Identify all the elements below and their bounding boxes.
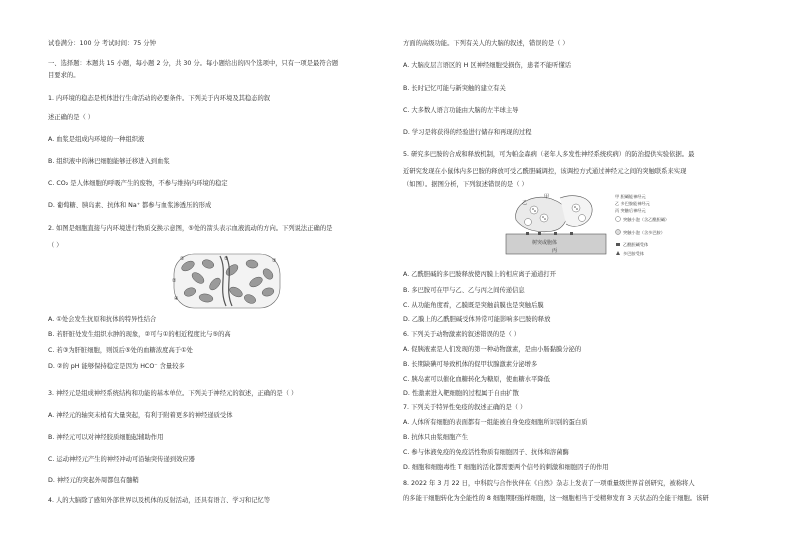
q4-stem-line1: 4. 人的大脑除了感知外部世界以及机体的反射活动，还具有语言、学习和记忆等 (48, 497, 271, 504)
q5-stem-line3: （如图）。据图分析，下列叙述错误的是（ ） (403, 181, 528, 188)
vesicle-ach-icon (616, 217, 621, 222)
q5-stem-line1: 5. 研究多巴胺的合成和释放机制，可为帕金森病（老年人多发性神经系统疾病）的防治提供实验依据。最 (403, 151, 695, 158)
q5-option-c: C. 从功能角度看，乙膜既是突触前膜也是突触后膜 (403, 302, 544, 309)
legend-item-1: 甲 胆碱能神经元 (615, 194, 646, 199)
fig-label-jia: 甲 (544, 194, 550, 200)
q5-option-b: B. 多巴胺可在甲与乙、乙与丙之间传递信息 (403, 287, 525, 294)
fig-label-yi: 乙 (522, 200, 528, 206)
q3-option-b: B. 神经元可以对神经胶质细胞起辅助作用 (48, 434, 164, 441)
q2-option-d: D. ②的 pH 能够保持稳定是因为 HCO⁻ 含量较多 (48, 363, 185, 370)
q6-stem: 6. 下列关于动物激素的叙述错误的是（ ） (403, 331, 521, 338)
ach-receptor-icon (616, 243, 620, 246)
vesicle-dopamine-icon (616, 230, 621, 235)
legend-item-3: 丙 突触后神经元 (615, 208, 646, 213)
fig-label-2: ② (172, 278, 177, 284)
q4-stem-line2: 方面的高级功能。下列有关人的大脑的叙述，错误的是（ ） (403, 40, 569, 47)
fig-label-1: ① (180, 256, 185, 262)
q2-option-b: B. 若肝脏处发生组织水肿的现象，②可与①的相近程度比与⑤的高 (48, 331, 231, 338)
legend-item-7: 多巴胺受体 (623, 251, 644, 256)
exam-info: 试卷满分：100 分 考试时间：75 分钟 (48, 40, 156, 47)
q6-option-b: B. 长期缺碘可导致机体的促甲状腺激素分泌增多 (403, 361, 538, 368)
q3-option-d: D. 神经元的突起外周都包有髓鞘 (48, 477, 139, 484)
q8-stem-line1: 8. 2022 年 3 月 22 日，中科院与合作伙伴在《自然》杂志上发表了一项重量级世界首创研究，被称将人 (403, 480, 695, 487)
dopamine-receptor-icon (616, 251, 620, 255)
q3-option-a: A. 神经元的轴突末梢有大量突起，有利于附着更多的神经递质受体 (48, 412, 233, 419)
q5-option-d: D. 乙膜上的乙酰胆碱受体异常可能影响多巴胺的释放 (403, 316, 551, 323)
q7-option-c: C. 参与体液免疫的免疫活性物质有细胞因子、抗体和溶菌酶 (403, 449, 569, 456)
q5-stem-line2: 近研究发现在小鼠体内多巴胺的释放可受乙酰胆碱调控，该调控方式通过神经元之间的突触联系来实现 (403, 168, 687, 175)
q7-option-b: B. 抗体只由浆细胞产生 (403, 434, 468, 441)
fig-label-4: ④ (174, 296, 179, 302)
q1-option-b: B. 组织液中的淋巴细胞能够迁移进入到血浆 (48, 158, 170, 165)
q7-stem: 7. 下列关于特异性免疫的叙述正确的是（ ） (403, 404, 527, 411)
fig-label-dendrite: 树突或胞体 (532, 240, 558, 246)
q4-option-c: C. 大多数人语言功能由大脑的左半球主导 (403, 107, 519, 114)
q1-option-c: C. CO₂ 是人体细胞的呼吸产生的废物，不参与维持内环境的稳定 (48, 180, 228, 187)
q4-option-a: A. 大脑皮层言语区的 H 区神经细胞受损伤，患者不能听懂话 (403, 62, 572, 69)
q2-option-c: C. 若③为肝脏细胞，则饭后⑤处的血糖浓度高于①处 (48, 347, 193, 354)
fig-label-3: ③ (272, 258, 277, 264)
q5-synapse-diagram (498, 190, 613, 260)
q2-tissue-diagram (170, 252, 285, 310)
legend-item-6: 乙酰胆碱受体 (623, 242, 649, 247)
q2-stem-line1: 2. 如图是细胞直接与内环境进行物质交换示意图，⑤处的箭头表示血液流动的方向。下列说法正确的是 (48, 225, 333, 232)
q8-stem-line2: 的多能干细胞转化为全能性的 8 细胞期胚胎样细胞，这一细胞相当于受精卵发育 3 天状态的全能干细胞。该研 (403, 495, 709, 502)
q3-stem: 3. 神经元是组成神经系统结构和功能的基本单位。下列关于神经元的叙述，正确的是（ ） (48, 390, 298, 397)
q1-stem-line1: 1. 内环境的稳态是机体进行生命活动的必要条件。下列关于内环境及其稳态的叙 (48, 95, 271, 102)
q7-option-a: A. 人体所有细胞的表面都有一组能被自身免疫细胞所识别的蛋白质 (403, 419, 588, 426)
section-intro-line1: 一、选择题：本题共 15 小题，每小题 2 分，共 30 分。每小题给出的四个选项中，只有一项是最符合题 (48, 60, 339, 67)
q4-option-b: B. 长时记忆可能与新突触的建立有关 (403, 85, 506, 92)
q1-option-d: D. 葡萄糖、胰岛素、抗体和 Na⁺ 都参与血浆渗透压的形成 (48, 202, 212, 209)
q3-option-c: C. 运动神经元产生的神经冲动可沿轴突传递到效应器 (48, 456, 195, 463)
q7-option-d: D. 细胞和细胞毒性 T 细胞的活化都需要两个信号的刺激和细胞因子的作用 (403, 464, 609, 471)
q1-option-a: A. 血浆是组成内环境的一种组织液 (48, 136, 145, 143)
q1-stem-line2: 述正确的是（ ） (48, 114, 95, 121)
legend-item-5: 突触小泡（含多巴胺） (623, 230, 665, 235)
q2-stem-line2: （ ） (48, 242, 63, 249)
fig-label-bing: 丙 (552, 248, 558, 254)
q6-option-d: D. 性激素进入靶细胞的过程属于自由扩散 (403, 390, 519, 397)
q6-option-c: C. 胰岛素可以催化血糖转化为糖原，使血糖水平降低 (403, 376, 550, 383)
legend-item-2: 乙 多巴胺能神经元 (615, 201, 650, 206)
q6-option-a: A. 促胰液素是人们发现的第一种动物激素，是由小肠黏膜分泌的 (403, 346, 582, 353)
q4-option-d: D. 学习是将获得的经验进行储存和再现的过程 (403, 129, 532, 136)
legend-item-4: 突触小泡（含乙酰胆碱） (623, 217, 670, 222)
q5-legend (615, 192, 685, 262)
fig-label-5: ⑤ (224, 256, 229, 262)
section-intro-line2: 目要求的。 (48, 72, 80, 79)
q5-option-a: A. 乙酰胆碱的多巴胺释放使丙膜上的相应离子通道打开 (403, 271, 557, 278)
q2-option-a: A. ①处会发生抗原和抗体的特异性结合 (48, 316, 157, 323)
